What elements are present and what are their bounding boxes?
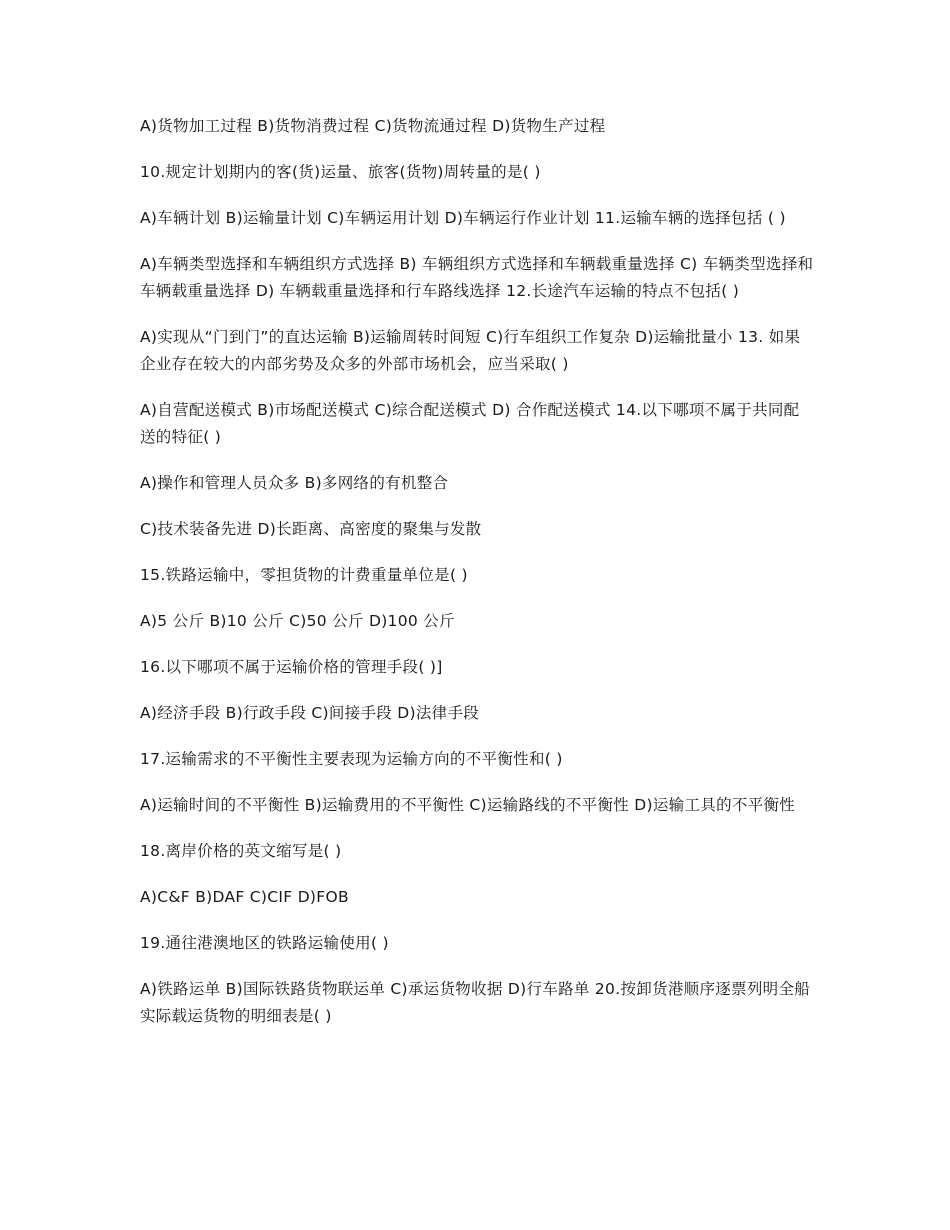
paragraph: 19.通往港澳地区的铁路运输使用( ): [140, 934, 389, 952]
document-body: [140, 113, 814, 1049]
paragraph: A)车辆类型选择和车辆组织方式选择 B) 车辆组织方式选择和车辆载重量选择 C) 车辆类型选择和车辆载重量选择 D) 车辆载重量选择和行车路线选择 12.长途汽车运输的特点不包括( ): [140, 255, 814, 300]
paragraph: A)自营配送模式 B)市场配送模式 C)综合配送模式 D) 合作配送模式 14.以下哪项不属于共同配送的特征( ): [140, 401, 800, 446]
paragraph: A)货物加工过程 B)货物消费过程 C)货物流通过程 D)货物生产过程: [140, 117, 606, 135]
paragraph: A)实现从“门到门”的直达运输 B)运输周转时间短 C)行车组织工作复杂 D)运输批量小 13. 如果企业存在较大的内部劣势及众多的外部市场机会，应当采取( ): [140, 328, 801, 373]
paragraph: A)运输时间的不平衡性 B)运输费用的不平衡性 C)运输路线的不平衡性 D)运输工具的不平衡性: [140, 796, 796, 814]
paragraph: A)5 公斤 B)10 公斤 C)50 公斤 D)100 公斤: [140, 612, 455, 630]
paragraph: 10.规定计划期内的客(货)运量、旅客(货物)周转量的是( ): [140, 163, 541, 181]
paragraph: A)铁路运单 B)国际铁路货物联运单 C)承运货物收据 D)行车路单 20.按卸货港顺序逐票列明全船实际载运货物的明细表是( ): [140, 980, 811, 1025]
paragraph: A)车辆计划 B)运输量计划 C)车辆运用计划 D)车辆运行作业计划 11.运输车辆的选择包括 ( ): [140, 209, 786, 227]
paragraph: A)经济手段 B)行政手段 C)间接手段 D)法律手段: [140, 704, 480, 722]
paragraph: 17.运输需求的不平衡性主要表现为运输方向的不平衡性和( ): [140, 750, 563, 768]
paragraph: A)操作和管理人员众多 B)多网络的有机整合: [140, 474, 449, 492]
paragraph: 15.铁路运输中，零担货物的计费重量单位是( ): [140, 566, 468, 584]
paragraph: A)C&F B)DAF C)CIF D)FOB: [140, 888, 349, 906]
paragraph: 18.离岸价格的英文缩写是( ): [140, 842, 342, 860]
paragraph: C)技术装备先进 D)长距离、高密度的聚集与发散: [140, 520, 482, 538]
paragraph: 16.以下哪项不属于运输价格的管理手段( )]: [140, 658, 443, 676]
